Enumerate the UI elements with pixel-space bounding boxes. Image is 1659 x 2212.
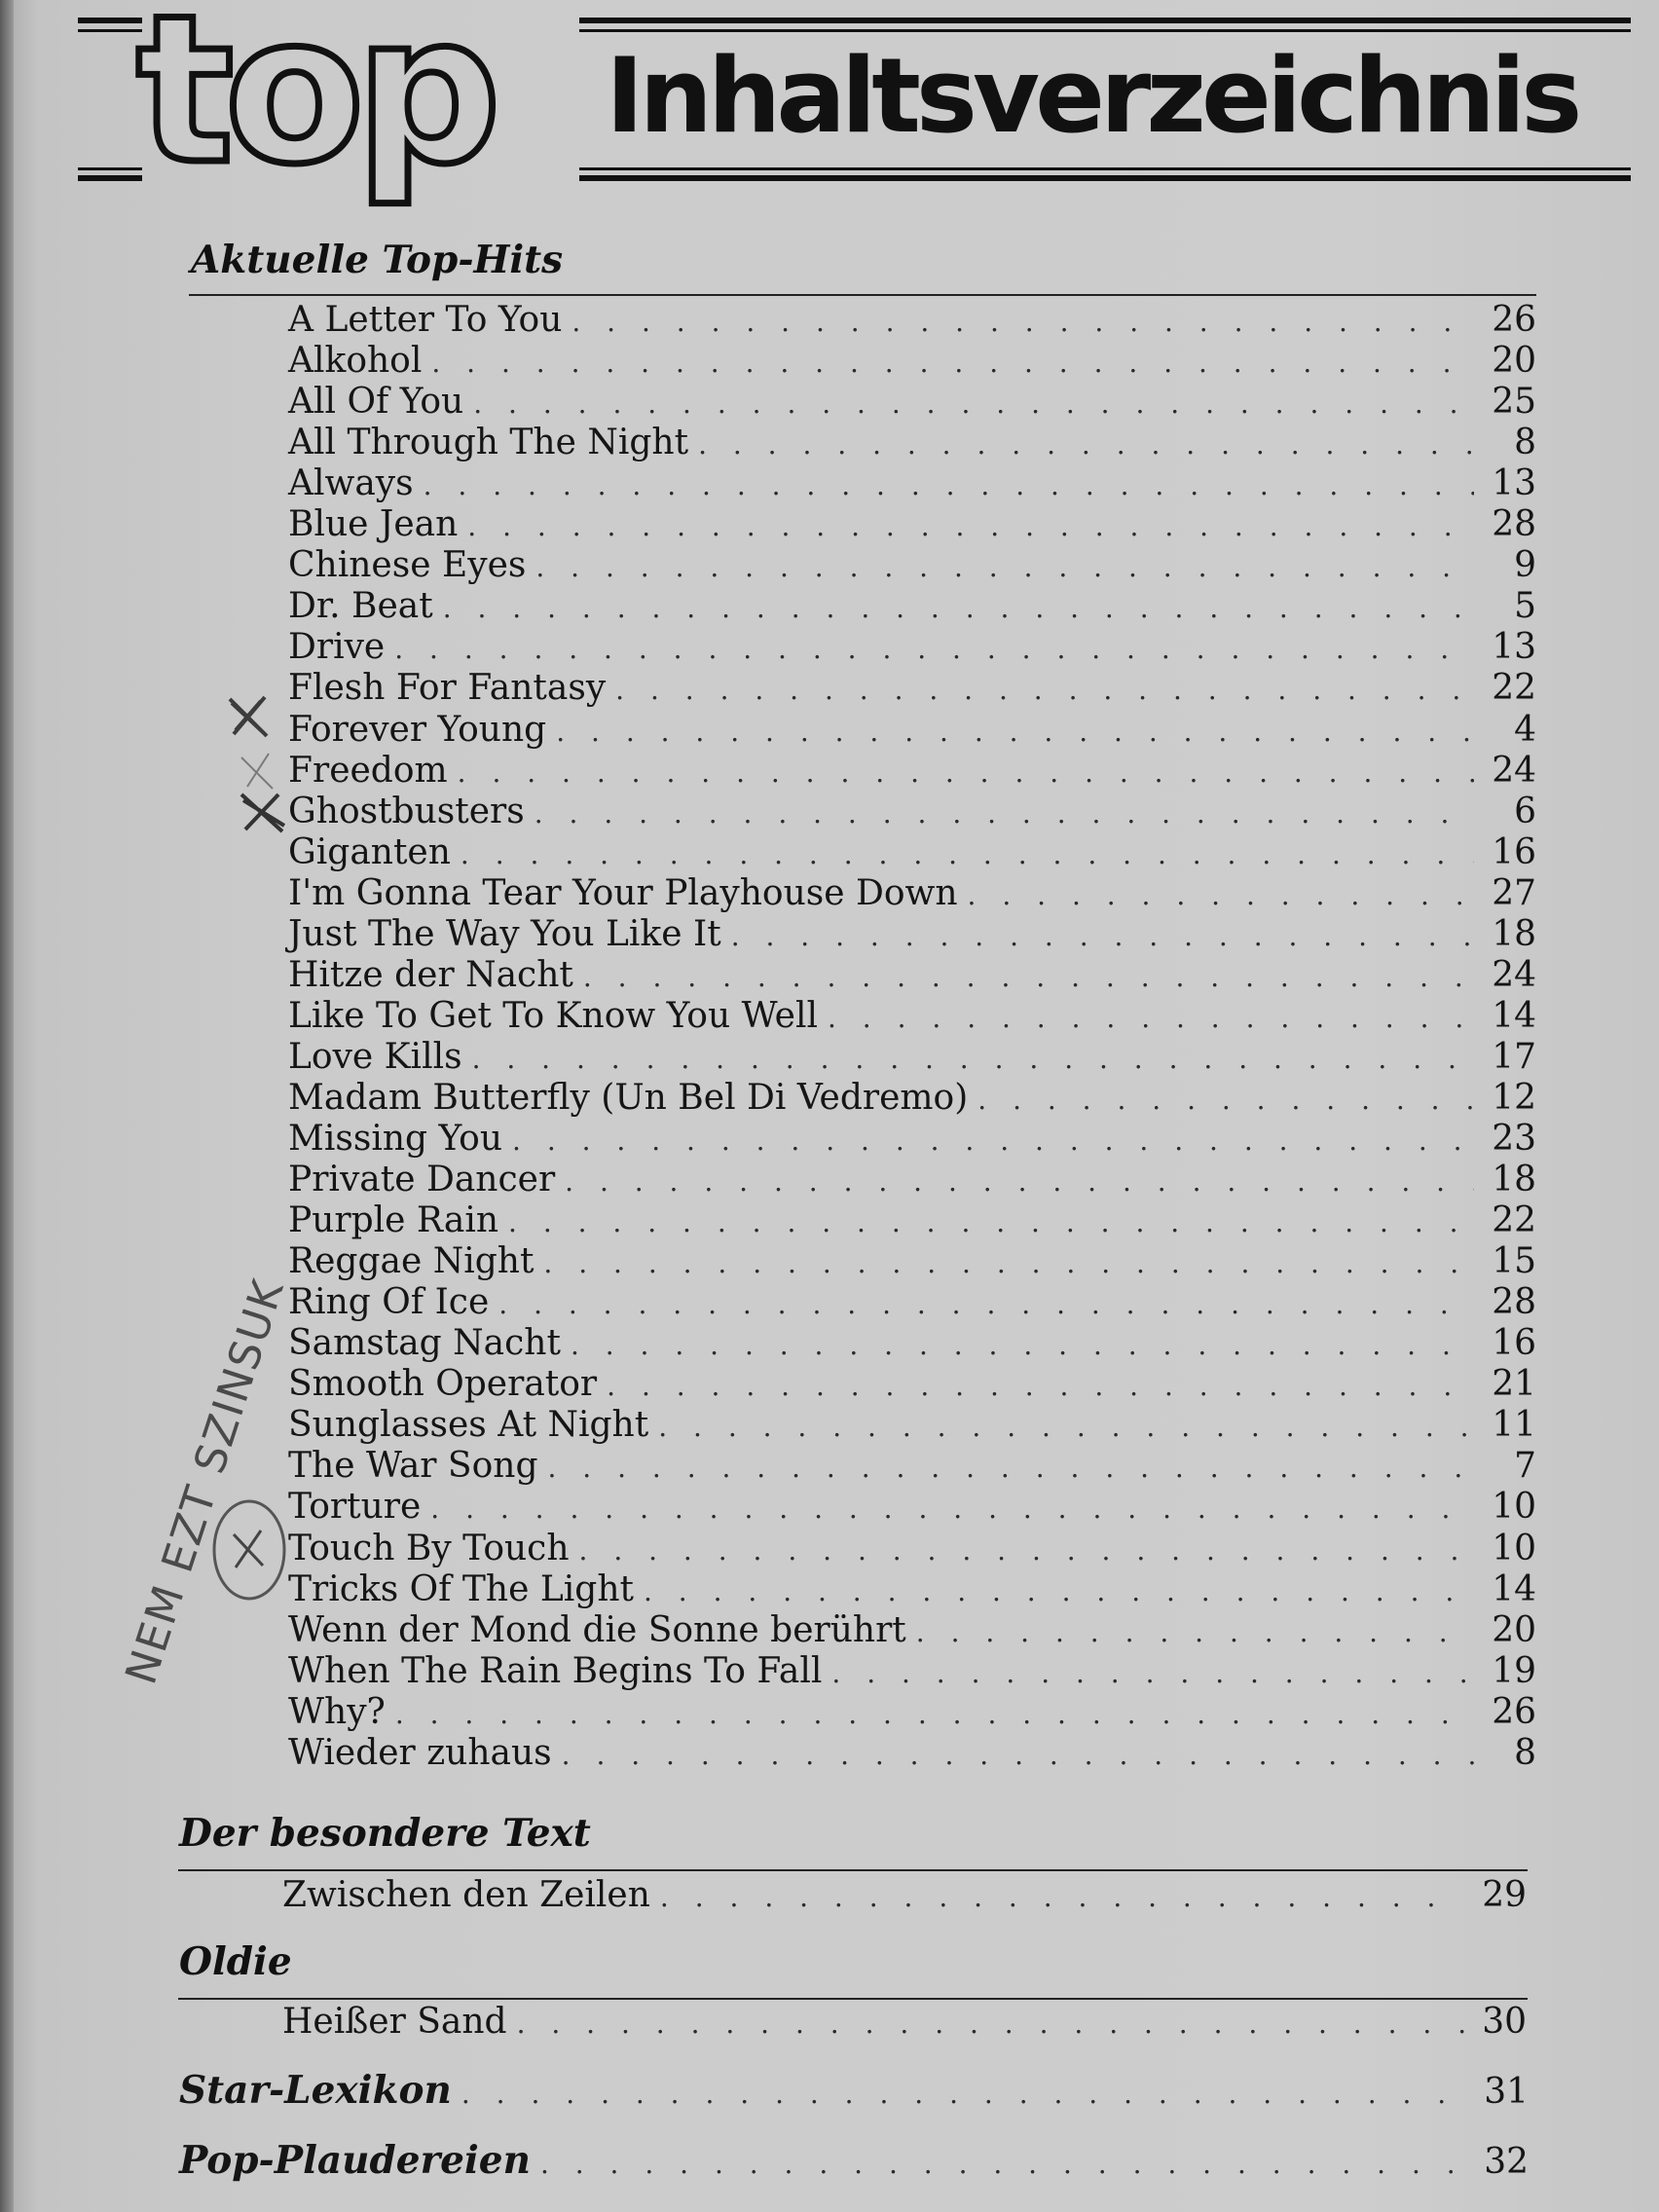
dot-leader (512, 1124, 1474, 1157)
toc-page-number: 29 (1482, 1875, 1527, 1915)
section-rule-aktuelle (189, 294, 1536, 296)
toc-entry-title: Missing You (288, 1119, 503, 1159)
toc-row (288, 341, 1536, 382)
toc-row (288, 463, 1536, 504)
section-heading-oldie: Oldie (179, 1939, 292, 1984)
toc-page-number: 9 (1514, 545, 1536, 586)
toc-row (282, 2002, 1527, 2043)
header-rule-right-bottom (579, 167, 1631, 170)
toc-row (288, 996, 1536, 1037)
toc-entry-title: Wieder zuhaus (288, 1732, 552, 1773)
toc-entry-title: Dr. Beat (288, 586, 433, 627)
dot-leader (607, 1370, 1474, 1402)
toc-entry-title: Blue Jean (288, 504, 459, 545)
dot-leader (431, 347, 1474, 379)
pencil-x-mark-freedom (238, 750, 276, 793)
toc-entry-title: Alkohol (288, 341, 423, 382)
toc-entry-title: Madam Butterfly (Un Bel Di Vedremo) (288, 1077, 969, 1118)
toc-entry-title: The War Song (288, 1446, 538, 1487)
pencil-x-mark-ghostbusters (240, 789, 288, 835)
section-heading-pop: Pop-Plaudereien (179, 2138, 531, 2183)
toc-entry-title: Private Dancer (288, 1160, 556, 1200)
toc-entry-title: Love Kills (288, 1036, 462, 1077)
toc-entry-title: Forever Young (288, 709, 547, 750)
header-rule-left-top (78, 18, 142, 23)
toc-page-number: 8 (1514, 423, 1536, 463)
toc-entry-title: Hitze der Nacht (288, 954, 573, 995)
toc-page-number: 18 (1492, 1160, 1536, 1200)
toc-page-number: 22 (1492, 668, 1536, 709)
toc-page-number: 18 (1492, 913, 1536, 954)
toc-entry-title: Touch By Touch (288, 1528, 570, 1568)
toc-entry-title: Just The Way You Like It (288, 913, 721, 954)
section-heading-besondere: Der besondere Text (179, 1811, 591, 1856)
toc-row (288, 1200, 1536, 1241)
toc-page-number: 24 (1492, 954, 1536, 995)
toc-page-number: 5 (1514, 586, 1536, 627)
dot-leader (543, 1247, 1474, 1279)
dot-leader (395, 1698, 1474, 1730)
toc-page-number: 26 (1492, 300, 1536, 340)
toc-entry-title: All Through The Night (288, 423, 689, 463)
dot-leader (698, 428, 1474, 461)
header-rule-right-top-2 (579, 29, 1631, 32)
toc-page-number: 23 (1492, 1119, 1536, 1159)
section-heading-star: Star-Lexikon (179, 2068, 452, 2113)
header-rule-right-top (579, 18, 1631, 23)
section-rule-oldie (178, 1998, 1528, 2000)
dot-leader (583, 961, 1474, 993)
toc-row (288, 1529, 1536, 1569)
toc-page-number: 28 (1492, 1282, 1536, 1323)
toc-row (282, 1875, 1527, 1916)
toc-entry-title: Chinese Eyes (288, 545, 527, 586)
toc-page-number: 13 (1492, 627, 1536, 668)
dot-leader (968, 879, 1474, 911)
toc-entry-title: Why? (288, 1691, 386, 1732)
toc-entry-title: Wenn der Mond die Sonne berührt (288, 1609, 906, 1650)
toc-page-number: 14 (1492, 1568, 1536, 1609)
toc-entry-title: Heißer Sand (282, 2002, 507, 2042)
toc-row (288, 1610, 1536, 1651)
dot-leader (828, 1002, 1474, 1034)
toc-row (288, 504, 1536, 545)
toc-entry-title: Zwischen den Zeilen (282, 1875, 650, 1915)
toc-entry-title: All Of You (288, 382, 464, 423)
toc-row (288, 1487, 1536, 1528)
toc-page-number: 4 (1514, 709, 1536, 750)
dot-leader (571, 306, 1474, 338)
toc-page-number: 20 (1492, 1609, 1536, 1650)
toc-row (288, 1733, 1536, 1774)
dot-leader (916, 1616, 1474, 1648)
toc-page-number: 10 (1492, 1487, 1536, 1528)
toc-entry-title: Drive (288, 627, 386, 668)
header-rule-left-top-2 (78, 29, 142, 32)
toc-entry-title: Ring Of Ice (288, 1282, 490, 1323)
toc-page-number: 16 (1492, 1323, 1536, 1364)
toc-row (288, 955, 1536, 996)
toc-page-number: 32 (1484, 2142, 1529, 2182)
toc-entry-title: Like To Get To Know You Well (288, 995, 818, 1036)
dot-leader (731, 920, 1474, 952)
toc-entry-title: Smooth Operator (288, 1364, 598, 1405)
toc-page-number: 7 (1514, 1446, 1536, 1487)
toc-page-number: 24 (1492, 750, 1536, 791)
toc-row (288, 1241, 1536, 1282)
toc-entry-title: Purple Rain (288, 1200, 499, 1241)
dot-leader (517, 2008, 1464, 2040)
toc-page-number: 15 (1492, 1241, 1536, 1282)
toc-page-number: 11 (1492, 1405, 1536, 1446)
toc-page-number: 28 (1492, 504, 1536, 545)
toc-row (288, 914, 1536, 955)
toc-page-number: 27 (1492, 872, 1536, 913)
toc-row (288, 1364, 1536, 1405)
toc-page-number: 22 (1492, 1200, 1536, 1241)
dot-leader (508, 1206, 1474, 1238)
toc-row (288, 1405, 1536, 1446)
dot-leader (498, 1288, 1474, 1320)
toc-entry-title: When The Rain Begins To Fall (288, 1650, 823, 1691)
header-rule-right-bottom-2 (579, 175, 1631, 181)
toc-page-number: 19 (1492, 1650, 1536, 1691)
toc-page-number: 14 (1492, 995, 1536, 1036)
toc-entry-title: I'm Gonna Tear Your Playhouse Down (288, 872, 958, 913)
header-rule-left-bottom-2 (78, 175, 142, 181)
toc-entry-title: Reggae Night (288, 1241, 535, 1282)
toc-page-number: 26 (1492, 1691, 1536, 1732)
toc-page-number: 21 (1492, 1364, 1536, 1405)
toc-row (288, 300, 1536, 341)
toc-row (288, 710, 1536, 751)
dot-leader (461, 838, 1474, 870)
dot-leader (644, 1575, 1474, 1607)
toc-page-number: 12 (1492, 1077, 1536, 1118)
toc-row (288, 668, 1536, 709)
dot-leader (615, 674, 1474, 706)
toc-page-number: 25 (1492, 382, 1536, 423)
dot-leader (472, 1043, 1474, 1075)
section-rule-besondere (178, 1869, 1528, 1871)
toc-row (288, 1651, 1536, 1692)
dot-leader (473, 387, 1474, 420)
toc-entry-title: Flesh For Fantasy (288, 668, 607, 709)
toc-page-number: 31 (1484, 2072, 1529, 2112)
toc-row (288, 792, 1536, 832)
dot-leader (556, 716, 1474, 748)
toc-row (288, 423, 1536, 463)
dot-leader (458, 756, 1474, 789)
toc-page-number: 16 (1492, 831, 1536, 872)
toc-row (288, 751, 1536, 792)
pencil-x-mark-flesh-forever (226, 693, 273, 742)
toc-page-number: 30 (1482, 2002, 1527, 2042)
toc-page-number: 17 (1492, 1036, 1536, 1077)
toc-row-pop-plaudereien (179, 2138, 1529, 2183)
header-rule-left-bottom (78, 167, 142, 170)
toc-row (288, 1119, 1536, 1160)
toc-entry-title: Sunglasses At Night (288, 1405, 649, 1446)
toc-entry-title: Torture (288, 1487, 422, 1528)
dot-leader (394, 633, 1474, 665)
toc-row (288, 545, 1536, 586)
toc-row (288, 1569, 1536, 1610)
dot-leader (467, 510, 1474, 542)
dot-leader (443, 592, 1474, 624)
toc-page-number: 20 (1492, 341, 1536, 382)
toc-row (288, 1692, 1536, 1733)
toc-row (288, 1037, 1536, 1078)
toc-page-number: 10 (1492, 1528, 1536, 1568)
dot-leader (579, 1534, 1474, 1567)
toc-page-number: 6 (1514, 791, 1536, 831)
page-title: Inhaltsverzeichnis (606, 36, 1578, 156)
toc-entry-title: Always (288, 463, 414, 504)
dot-leader (535, 797, 1474, 830)
toc-row (288, 1282, 1536, 1323)
toc-page-number: 8 (1514, 1732, 1536, 1773)
dot-leader (548, 1452, 1475, 1484)
toc-page-number: 13 (1492, 463, 1536, 504)
toc-row (288, 1446, 1536, 1487)
toc-entry-title: Samstag Nacht (288, 1323, 561, 1364)
toc-entry-title: Giganten (288, 831, 451, 872)
top-logo: top (136, 0, 492, 209)
toc-row (288, 1323, 1536, 1364)
toc-row (288, 1160, 1536, 1200)
toc-row (288, 1078, 1536, 1119)
toc-row (288, 627, 1536, 668)
toc-row (288, 873, 1536, 914)
dot-leader (461, 2078, 1466, 2110)
toc-entry-title: Ghostbusters (288, 791, 525, 831)
toc-row (288, 382, 1536, 423)
handwritten-note: NEM EZT SZINSUK (116, 1272, 295, 1691)
toc-row (288, 832, 1536, 873)
dot-leader (430, 1493, 1474, 1525)
dot-leader (571, 1329, 1474, 1361)
dot-leader (565, 1165, 1474, 1198)
dot-leader (535, 551, 1474, 583)
dot-leader (562, 1739, 1474, 1771)
dot-leader (540, 2148, 1466, 2180)
dot-leader (977, 1084, 1474, 1116)
toc-entry-title: Tricks Of The Light (288, 1568, 634, 1609)
toc-row-star-lexikon (179, 2068, 1529, 2113)
page-header (78, 0, 1636, 209)
section-heading-aktuelle: Aktuelle Top-Hits (191, 238, 564, 282)
dot-leader (658, 1411, 1474, 1443)
dot-leader (831, 1657, 1474, 1689)
dot-leader (660, 1881, 1464, 1913)
dot-leader (424, 469, 1474, 501)
toc-entry-title: A Letter To You (288, 300, 563, 340)
page-edge-shadow (0, 0, 14, 2212)
toc-entry-title: Freedom (288, 750, 448, 791)
toc-row (288, 586, 1536, 627)
